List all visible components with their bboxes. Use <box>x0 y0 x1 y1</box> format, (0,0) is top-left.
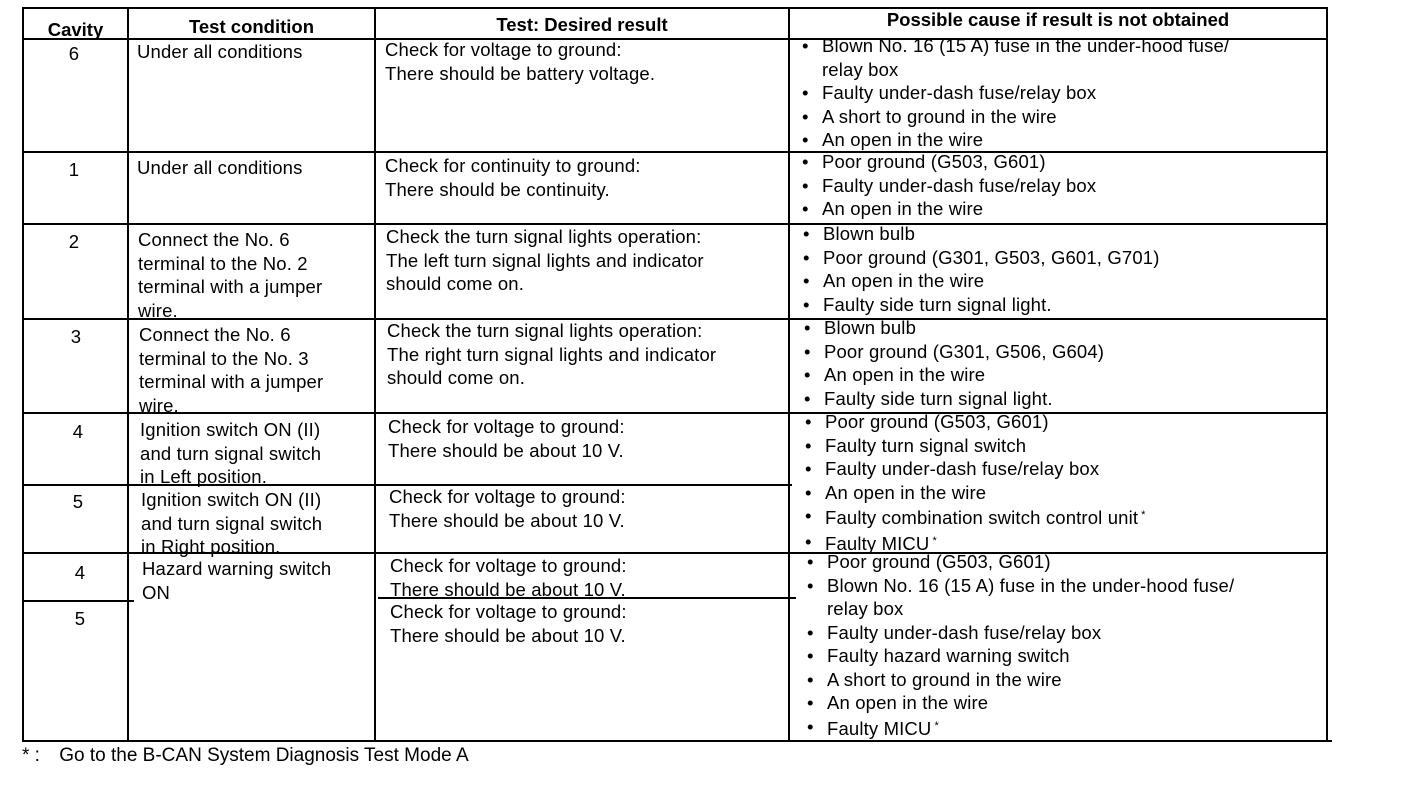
row-4-left-result: Check for voltage to ground: There should be about 10 V. <box>388 416 625 461</box>
rule-right <box>1326 7 1328 742</box>
row-5-right-result: Check for voltage to ground: There should be about 10 V. <box>389 486 626 531</box>
row-6-cavity: 6 <box>68 43 80 64</box>
row-5-right-cavity: 5 <box>72 491 84 512</box>
row-5-hazard-cavity: 5 <box>74 608 86 629</box>
row-5-right-condition: Ignition switch ON (II) and turn signal switch in Right position. <box>141 489 323 557</box>
row-2-result: Check the turn signal lights operation: The left turn signal lights and indicator should come on. <box>386 226 704 294</box>
row-2-cavity: 2 <box>68 231 80 252</box>
rule-col-result <box>788 7 790 742</box>
row-2-causes: • Blown bulb • Poor ground (G301, G503, G601, G701) • An open in the wire • Faulty side turn signal light. <box>803 223 1160 315</box>
row-3-condition: Connect the No. 6 terminal to the No. 3 terminal with a jumper wire. <box>139 324 324 416</box>
row-4-hazard-condition: Hazard warning switch ON <box>142 558 332 603</box>
row-4-left-cavity: 4 <box>72 421 84 442</box>
row-6-causes: • Blown No. 16 (15 A) fuse in the under-hood fuse/ relay box • Faulty under-dash fuse/relay box • A short to ground in the wire • An open in the wire <box>802 35 1230 150</box>
hazard-switch-causes: • Poor ground (G503, G601) • Blown No. 16 (15 A) fuse in the under-hood fuse/ relay box • Faulty under-dash fuse/relay box • Faulty hazard warning switch • A short to ground in the wire • An open in the wire • Faulty MICU * <box>807 551 1235 739</box>
row-3-cavity: 3 <box>70 326 82 347</box>
row-4-left-condition: Ignition switch ON (II) and turn signal switch in Left position. <box>140 419 322 487</box>
turn-switch-causes: • Poor ground (G503, G601) • Faulty turn signal switch • Faulty under-dash fuse/relay box • An open in the wire • Faulty combination switch control unit * • Faulty MICU * <box>805 411 1146 554</box>
header-test-condition: Test condition <box>188 16 315 37</box>
rule-left <box>22 7 24 742</box>
row-5-hazard-result: Check for voltage to ground: There should be about 10 V. <box>390 601 627 646</box>
row-2-condition: Connect the No. 6 terminal to the No. 2 terminal with a jumper wire. <box>138 229 323 321</box>
header-desired-result: Test: Desired result <box>496 14 668 35</box>
row-4-hazard-cavity: 4 <box>74 562 86 583</box>
footnote-text: Go to the B-CAN System Diagnosis Test Mode A <box>59 745 469 766</box>
row-6-condition: Under all conditions <box>137 41 303 62</box>
row-4-hazard-result: Check for voltage to ground: There should be about 10 V. <box>390 555 627 600</box>
row-3-causes: • Blown bulb • Poor ground (G301, G506, G604) • An open in the wire • Faulty side turn signal light. <box>804 317 1105 409</box>
header-possible-cause: Possible cause if result is not obtained <box>886 9 1230 30</box>
row-6-result: Check for voltage to ground: There should be battery voltage. <box>385 39 656 84</box>
header-cavity: Cavity <box>47 19 104 40</box>
row-1-cavity: 1 <box>68 159 80 180</box>
rule-col-condition <box>374 7 376 742</box>
rule-col-cavity <box>127 7 129 742</box>
row-3-result: Check the turn signal lights operation: The right turn signal lights and indicator should come on. <box>387 320 717 388</box>
row-1-result: Check for continuity to ground: There should be continuity. <box>385 155 641 200</box>
rule-bottom <box>22 740 1332 742</box>
rule-row7-bottom <box>22 600 134 602</box>
row-1-condition: Under all conditions <box>137 157 303 178</box>
row-1-causes: • Poor ground (G503, G601) • Faulty under-dash fuse/relay box • An open in the wire <box>802 151 1097 219</box>
footnote <box>22 745 469 767</box>
footnote-marker: * : <box>22 745 40 766</box>
